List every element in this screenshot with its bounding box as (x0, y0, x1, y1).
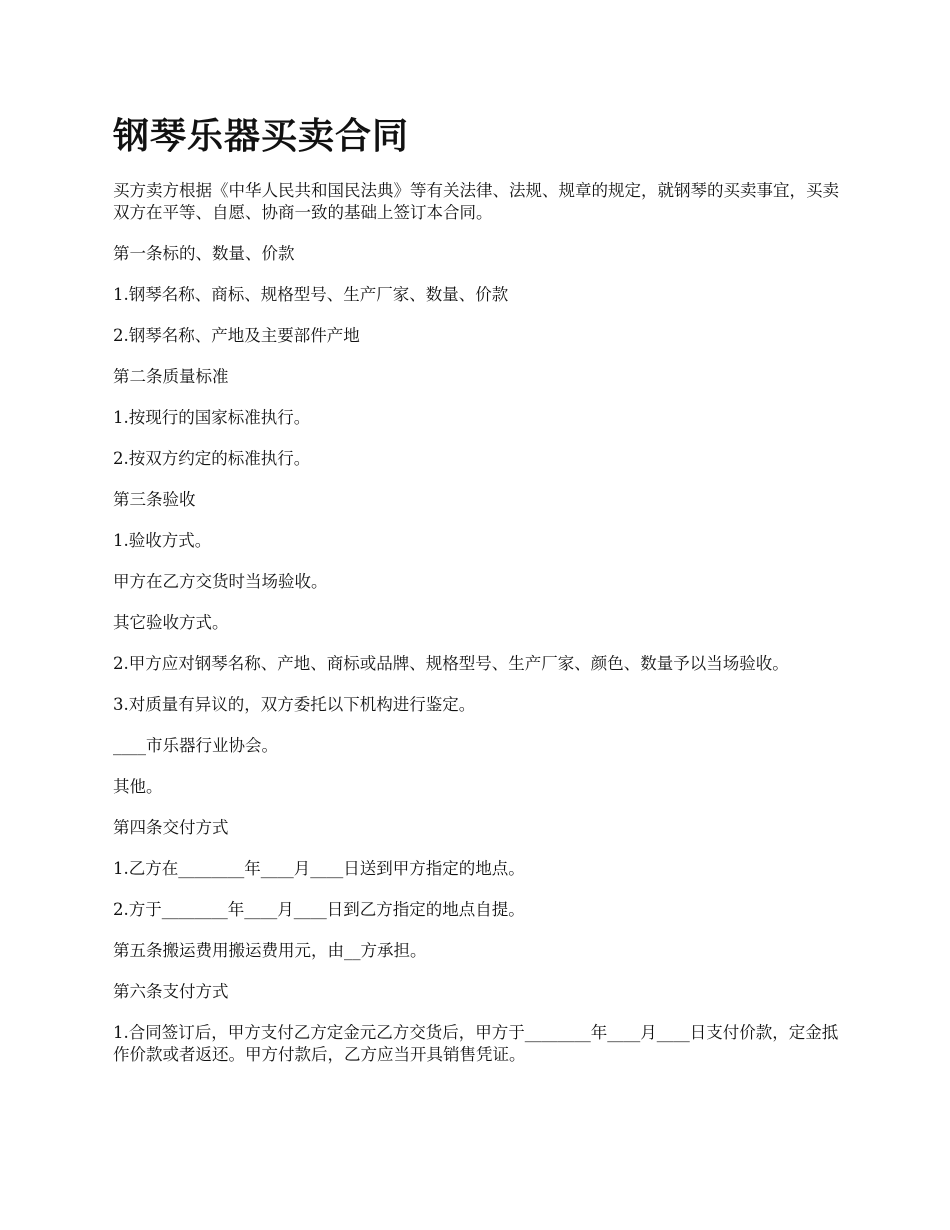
article-3-item-3-option-a: ____市乐器行业协会。 (113, 736, 278, 755)
article-3-item-1-option-b: 其它验收方式。 (113, 613, 229, 632)
preamble-paragraph: 买方卖方根据《中华人民共和国民法典》等有关法律、法规、规章的规定，就钢琴的买卖事宜，买卖双方在平等、自愿、协商一致的基础上签订本合同。 (113, 181, 839, 222)
article-3-item-1: 1.验收方式。 (113, 531, 212, 550)
article-1-heading: 第一条标的、数量、价款 (113, 244, 295, 263)
article-4-item-2: 2.方于________年____月____日到乙方指定的地点自提。 (113, 900, 525, 919)
article-3-item-3-option-b: 其他。 (113, 777, 163, 796)
article-1-item-2: 2.钢琴名称、产地及主要部件产地 (113, 326, 360, 345)
document-page (113, 112, 843, 1085)
article-3-item-2: 2.甲方应对钢琴名称、产地、商标或品牌、规格型号、生产厂家、颜色、数量予以当场验收。 (113, 654, 789, 673)
article-2-item-1: 1.按现行的国家标准执行。 (113, 408, 311, 427)
article-6-heading: 第六条支付方式 (113, 982, 229, 1001)
article-2-heading: 第二条质量标准 (113, 367, 229, 386)
article-4-heading: 第四条交付方式 (113, 818, 229, 837)
article-5-paragraph: 第五条搬运费用搬运费用元，由__方承担。 (113, 941, 427, 960)
article-4-item-1: 1.乙方在________年____月____日送到甲方指定的地点。 (113, 859, 525, 878)
article-1-item-1: 1.钢琴名称、商标、规格型号、生产厂家、数量、价款 (113, 285, 509, 304)
document-title: 钢琴乐器买卖合同 (113, 115, 410, 157)
article-6-item-1: 1.合同签订后，甲方支付乙方定金元乙方交货后，甲方于________年____月____日支付价款，定金抵作价款或者返还。甲方付款后，乙方应当开具销售凭证。 (113, 1023, 839, 1064)
article-2-item-2: 2.按双方约定的标准执行。 (113, 449, 311, 468)
article-3-heading: 第三条验收 (113, 490, 196, 509)
article-3-item-3: 3.对质量有异议的，双方委托以下机构进行鉴定。 (113, 695, 476, 714)
article-3-item-1-option-a: 甲方在乙方交货时当场验收。 (113, 572, 328, 591)
